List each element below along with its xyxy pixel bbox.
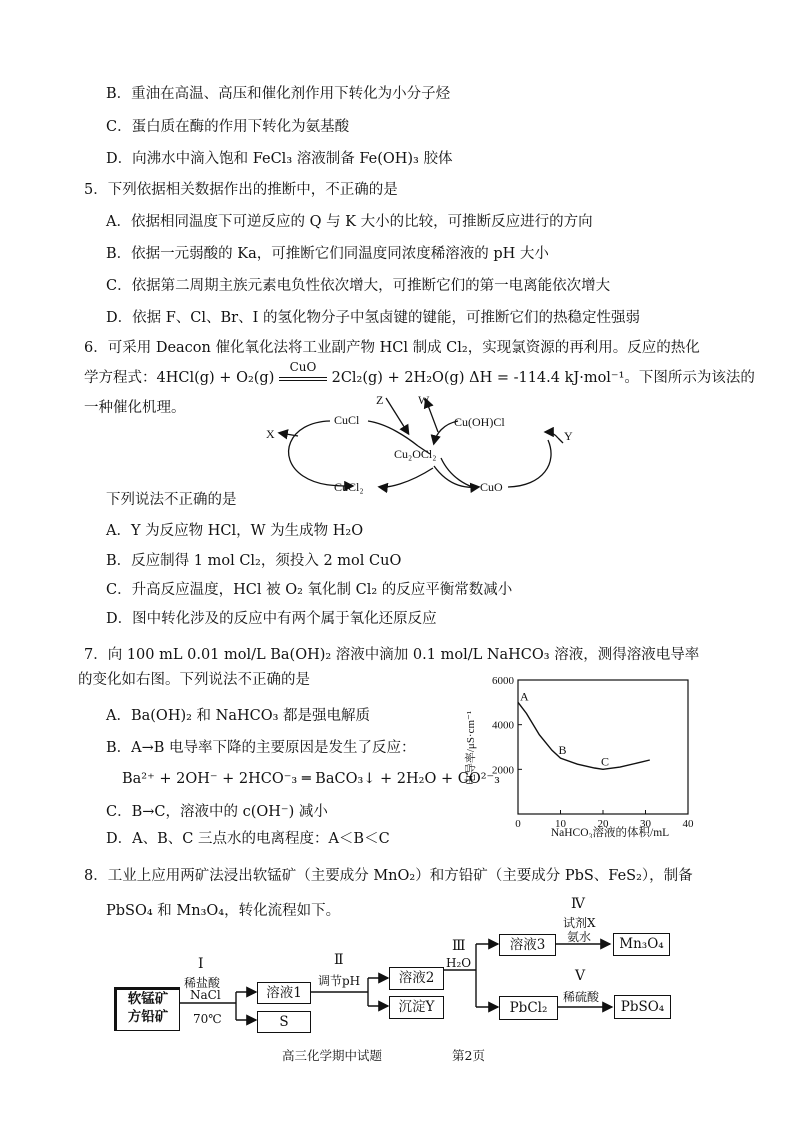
- q5-option-b: B．依据一元弱酸的 Ka，可推断它们同温度同浓度稀溶液的 pH 大小: [106, 246, 549, 262]
- q4-option-b: B．重油在高温、高压和催化剂作用下转化为小分子烃: [106, 86, 451, 102]
- species-cu2ocl2: Cu₂OCl₂: [394, 447, 437, 461]
- q5-option-c: C．依据第二周期主族元素电负性依次增大，可推断它们的第一电离能依次增大: [106, 278, 611, 294]
- q7-equation: Ba²⁺ + 2OH⁻ + 2HCO⁻₃ ═ BaCO₃↓ + 2H₂O + CO²⁻₃: [122, 771, 500, 787]
- solution-2-box: 溶液2: [389, 967, 444, 990]
- mn3o4-box: Mn₃O₄: [613, 933, 670, 956]
- q6-catalyst: CuO: [289, 360, 317, 374]
- q6-lead: 下列说法不正确的是: [106, 492, 237, 508]
- raw-galena: 方铅矿: [127, 1009, 169, 1025]
- q6-mechanism-diagram: [258, 388, 588, 500]
- species-x: X: [266, 427, 275, 441]
- chart-plot-frame: [518, 680, 688, 814]
- q6-stem-line1: 6．可采用 Deacon 催化氧化法将工业副产物 HCl 制成 Cl₂，实现氯资源的再利用。反应的热化: [84, 340, 700, 356]
- chart-x-tick-label: 20: [597, 818, 609, 830]
- q4-option-d: D．向沸水中滴入饱和 FeCl₃ 溶液制备 Fe(OH)₃ 胶体: [106, 151, 453, 167]
- chart-x-axis-label: NaHCO₃溶液的体积/mL: [550, 827, 670, 838]
- conductivity-chart: [460, 668, 710, 838]
- q6-stem-line3: 一种催化机理。: [84, 400, 186, 416]
- step-4-reagent-x: 试剂X: [563, 916, 596, 930]
- chart-x-tick-label: 30: [640, 818, 651, 830]
- step-3-label: Ⅲ: [452, 938, 466, 954]
- species-cuohcl: Cu(OH)Cl: [454, 415, 505, 429]
- solution-1-box: 溶液1: [257, 982, 311, 1004]
- q7-option-d: D．A、B、C 三点水的电离程度：A＜B＜C: [106, 831, 390, 847]
- chart-x-tick-label: 10: [555, 818, 566, 830]
- chart-y-axis-label: 电导率/μS·cm⁻¹: [465, 710, 477, 786]
- chart-point-label-c: C: [601, 754, 610, 769]
- species-z: Z: [376, 393, 384, 407]
- sulfur-box: S: [257, 1011, 311, 1033]
- q6-equation-left: 学方程式：4HCl(g) + O₂(g): [84, 370, 275, 386]
- q8-stem-line1: 8．工业上应用两矿法浸出软锰矿（主要成分 MnO₂）和方铅矿（主要成分 PbS、FeS₂），制备: [84, 868, 693, 884]
- q5-option-d: D．依据 F、Cl、Br、I 的氢化物分子中氢卤键的键能，可推断它们的热稳定性强弱: [106, 310, 640, 326]
- step-2-label: Ⅱ: [334, 952, 344, 968]
- q7-option-b: B．A→B 电导率下降的主要原因是发生了反应：: [106, 740, 416, 756]
- step-1-label: Ⅰ: [198, 956, 204, 972]
- q6-equation-right: 2Cl₂(g) + 2H₂O(g) ΔH = -114.4 kJ·mol⁻¹。下图所示为该法的: [331, 370, 755, 386]
- chart-y-tick-label: 4000: [492, 719, 514, 732]
- footer-page-number: 第2页: [452, 1048, 485, 1063]
- pbcl2-box: PbCl₂: [499, 996, 558, 1020]
- pbso4-box: PbSO₄: [614, 995, 671, 1019]
- q7-option-c: C．B→C，溶液中的 c(OH⁻) 减小: [106, 804, 328, 820]
- q5-stem: 5．下列依据相关数据作出的推断中，不正确的是: [84, 182, 398, 198]
- q4-option-c: C．蛋白质在酶的作用下转化为氨基酸: [106, 119, 350, 135]
- q6-option-b: B．反应制得 1 mol Cl₂，须投入 2 mol CuO: [106, 553, 402, 569]
- raw-materials-box: [114, 987, 180, 1031]
- q5-option-a: A．依据相同温度下可逆反应的 Q 与 K 大小的比较，可推断反应进行的方向: [106, 214, 593, 230]
- species-w: W: [418, 393, 430, 407]
- q6-option-a: A．Y 为反应物 HCl，W 为生成物 H₂O: [106, 523, 364, 539]
- species-y: Y: [564, 429, 573, 443]
- q7-option-a: A．Ba(OH)₂ 和 NaHCO₃ 都是强电解质: [106, 708, 371, 724]
- chart-series-line: [518, 702, 650, 769]
- q6-option-c: C．升高反应温度，HCl 被 O₂ 氧化制 Cl₂ 的反应平衡常数减小: [106, 582, 513, 598]
- precipitate-y-box: 沉淀Y: [389, 996, 444, 1019]
- step-1-reagent-hcl: 稀盐酸: [184, 976, 221, 990]
- q6-stem-line2: [84, 360, 755, 388]
- q7-stem-line1: 7．向 100 mL 0.01 mol/L Ba(OH)₂ 溶液中滴加 0.1 mol/L NaHCO₃ 溶液，测得溶液电导率: [84, 647, 700, 663]
- step-4-label: Ⅳ: [571, 896, 585, 912]
- chart-x-tick-label: 40: [682, 818, 694, 830]
- q7-stem-line2: 的变化如右图。下列说法不正确的是: [78, 672, 310, 688]
- chart-point-label-b: B: [558, 743, 567, 758]
- q8-stem-line2: PbSO₄ 和 Mn₃O₄，转化流程如下。: [106, 903, 341, 919]
- footer-title: 高三化学期中试题: [282, 1048, 383, 1063]
- chart-y-tick-label: 2000: [492, 764, 514, 777]
- step-5-reagent: 稀硫酸: [563, 990, 600, 1004]
- q6-catalyst-arrow: [279, 360, 327, 381]
- chart-y-tick-label: 6000: [492, 675, 514, 687]
- step-1-temperature: 70℃: [193, 1012, 222, 1026]
- step-3-reagent: H₂O: [446, 956, 472, 970]
- q6-option-d: D．图中转化涉及的反应中有两个属于氧化还原反应: [106, 611, 437, 627]
- step-2-reagent: 调节pH: [318, 974, 361, 988]
- raw-pyrolusite: 软锰矿: [127, 991, 169, 1007]
- chart-x-tick-label: 0: [515, 818, 521, 830]
- species-cucl: CuCl: [334, 413, 360, 427]
- step-5-label: Ⅴ: [575, 968, 586, 984]
- step-4-reagent-ammonia: 氨水: [567, 930, 592, 944]
- step-1-reagent-nacl: NaCl: [190, 988, 221, 1002]
- solution-3-box: 溶液3: [499, 934, 556, 956]
- species-cucl2: CuCl₂: [334, 480, 364, 494]
- chart-point-label-a: A: [520, 689, 529, 704]
- species-cuo: CuO: [480, 480, 503, 494]
